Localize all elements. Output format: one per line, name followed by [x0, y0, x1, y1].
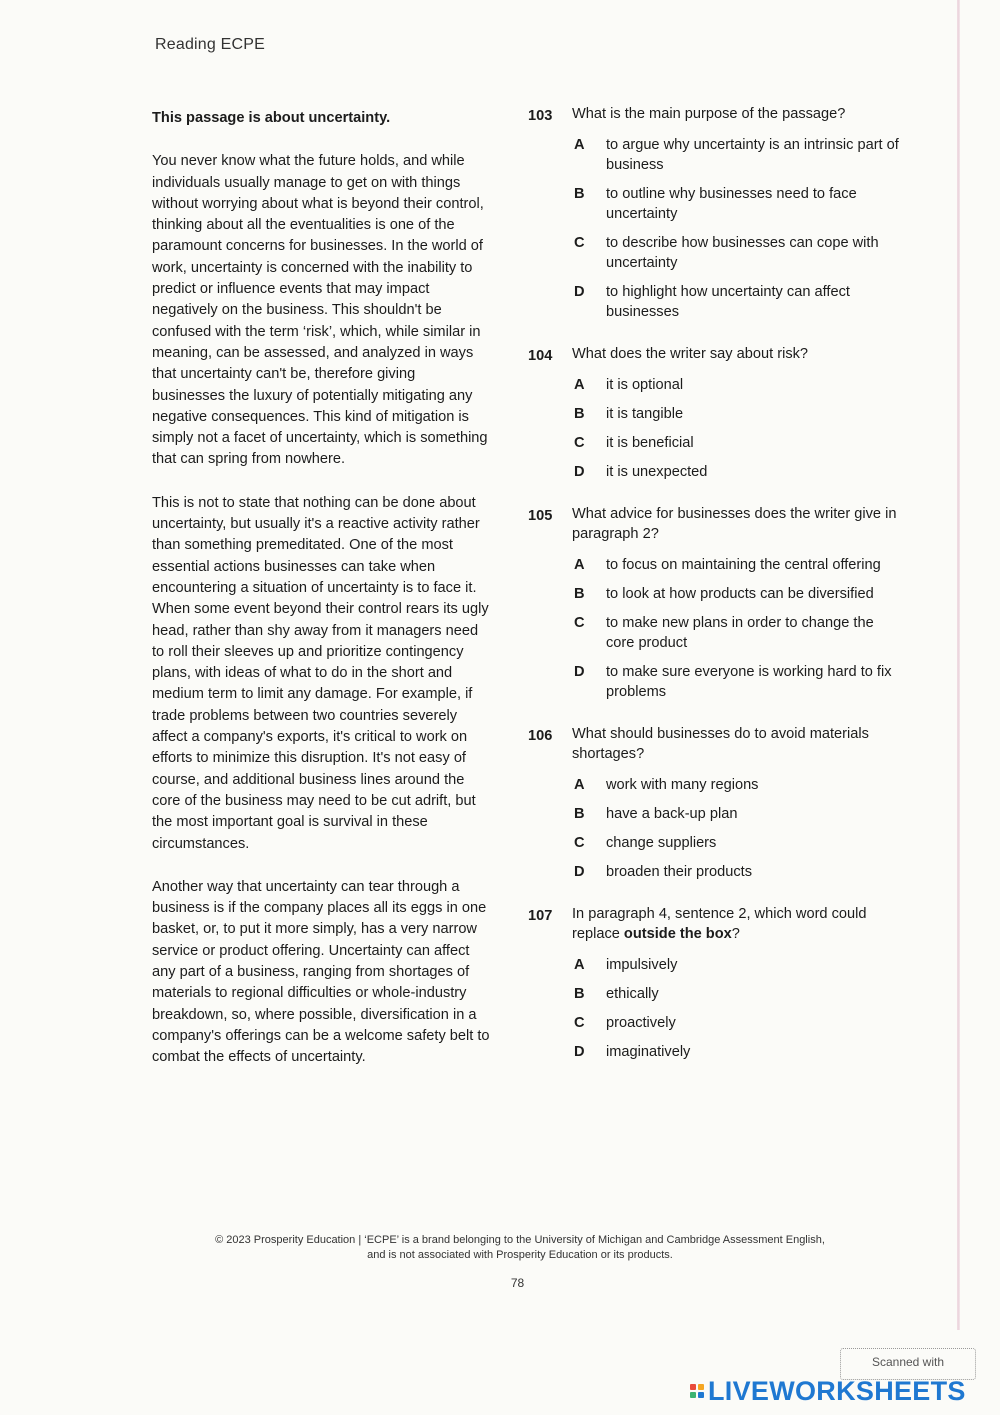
- question-stem: What should businesses do to avoid materials shortages?: [572, 726, 869, 762]
- question-list: [528, 104, 900, 1084]
- option-text: it is beneficial: [606, 435, 694, 451]
- option-letter: B: [574, 406, 585, 422]
- question-105: [528, 504, 900, 702]
- option-letter: C: [574, 1015, 585, 1031]
- question-stem: What is the main purpose of the passage?: [572, 106, 846, 122]
- answer-option[interactable]: [572, 984, 900, 1004]
- page-header: Reading ECPE: [155, 36, 266, 53]
- liveworksheets-logo-icon: [690, 1384, 704, 1398]
- answer-option[interactable]: [572, 955, 900, 975]
- option-letter: B: [574, 586, 585, 602]
- option-letter: A: [574, 557, 585, 573]
- question-number: 103: [528, 108, 553, 124]
- option-letter: D: [574, 1044, 585, 1060]
- option-letter: D: [574, 864, 585, 880]
- answer-option[interactable]: [572, 282, 900, 322]
- answer-option[interactable]: [572, 555, 900, 575]
- answer-option[interactable]: [572, 862, 900, 882]
- answer-option[interactable]: [572, 184, 900, 224]
- answer-option[interactable]: [572, 804, 900, 824]
- option-letter: C: [574, 835, 585, 851]
- passage-paragraph-3: Another way that uncertainty can tear through a business is if the company places all its eggs in one basket, or, to put it more simply, has a very narrow service or product offering. Uncertainty can affect any part of a business, ranging from shortages of materials to regional difficulties or whole-industry breakdown, so, where possible, diversification in a company's offerings can be a welcome safety belt to combat the effects of uncertainty.: [152, 878, 490, 1066]
- option-letter: B: [574, 186, 585, 202]
- option-text: broaden their products: [606, 864, 753, 880]
- answer-option[interactable]: [572, 775, 900, 795]
- copyright-footer: [140, 1233, 900, 1263]
- question-106: [528, 724, 900, 882]
- option-text: to make new plans in order to change the core product: [606, 615, 874, 651]
- option-letter: C: [574, 235, 585, 251]
- answer-option[interactable]: [572, 613, 900, 653]
- answer-option[interactable]: [572, 1013, 900, 1033]
- option-text: to look at how products can be diversified: [606, 586, 874, 602]
- answer-option[interactable]: [572, 433, 900, 453]
- question-104: [528, 344, 900, 482]
- option-text: it is unexpected: [606, 464, 708, 480]
- option-text: to focus on maintaining the central offering: [606, 557, 881, 573]
- logo-tile-blue: [698, 1392, 704, 1398]
- option-text: imaginatively: [606, 1044, 691, 1060]
- passage-title: This passage is about uncertainty.: [152, 110, 391, 126]
- option-letter: B: [574, 806, 585, 822]
- question-stem: [572, 904, 900, 944]
- option-letter: C: [574, 615, 585, 631]
- question-number: 104: [528, 348, 553, 364]
- scanned-with-badge: Scanned with: [840, 1348, 976, 1380]
- answer-option[interactable]: [572, 404, 900, 424]
- liveworksheets-wordmark: LIVEWORKSHEETS: [708, 1375, 966, 1406]
- logo-tile-green: [690, 1392, 696, 1398]
- option-text: ethically: [606, 986, 659, 1002]
- question-number: 106: [528, 728, 553, 744]
- option-text: change suppliers: [606, 835, 717, 851]
- option-text: it is optional: [606, 377, 684, 393]
- answer-option[interactable]: [572, 375, 900, 395]
- option-text: impulsively: [606, 957, 678, 973]
- logo-tile-orange: [698, 1384, 704, 1390]
- stem-suffix: ?: [731, 926, 740, 942]
- option-text: it is tangible: [606, 406, 684, 422]
- option-letter: D: [574, 664, 585, 680]
- question-stem: What does the writer say about risk?: [572, 346, 809, 362]
- question-number: 107: [528, 908, 553, 924]
- passage-paragraph-1: You never know what the future holds, and while individuals usually manage to get on with things without worrying about what is beyond their control, thinking about all the eventualities is one of the paramount concerns for businesses. In the world of work, uncertainty is concerned with the inability to predict or influence events that may impact negatively on the business. This shouldn't be confused with the term ‘risk’, which, while similar in meaning, can be assessed, and analyzed in ways that uncertainty can't be, therefore giving businesses the luxury of potentially mitigating any negative consequences. This kind of mitigation is simply not a facet of uncertainty, which is something that can spring from nowhere.: [152, 153, 488, 468]
- option-text: to make sure everyone is working hard to fix problems: [606, 664, 892, 700]
- option-text: to describe how businesses can cope with uncertainty: [606, 235, 879, 271]
- option-text: work with many regions: [606, 777, 759, 793]
- option-text: proactively: [606, 1015, 676, 1031]
- stem-emphasis: outside the box: [623, 926, 732, 942]
- copyright-line-2: and is not associated with Prosperity Education or its products.: [367, 1249, 673, 1261]
- answer-option[interactable]: [572, 584, 900, 604]
- question-stem: What advice for businesses does the writer give in paragraph 2?: [572, 506, 897, 542]
- logo-tile-red: [690, 1384, 696, 1390]
- question-103: [528, 104, 900, 322]
- question-number: 105: [528, 508, 553, 524]
- page-number: 78: [510, 1276, 525, 1290]
- answer-option[interactable]: [572, 462, 900, 482]
- option-text: to outline why businesses need to face uncertainty: [606, 186, 857, 222]
- option-letter: A: [574, 777, 585, 793]
- option-text: to argue why uncertainty is an intrinsic part of business: [606, 137, 899, 173]
- answer-option[interactable]: [572, 662, 900, 702]
- option-letter: D: [574, 464, 585, 480]
- option-letter: A: [574, 957, 585, 973]
- liveworksheets-watermark[interactable]: [690, 1376, 966, 1406]
- answer-option[interactable]: [572, 833, 900, 853]
- stem-prefix: In paragraph 4, sentence 2, which word could replace: [572, 906, 867, 942]
- answer-option[interactable]: [572, 233, 900, 273]
- option-text: have a back-up plan: [606, 806, 738, 822]
- question-107: [528, 904, 900, 1062]
- option-letter: C: [574, 435, 585, 451]
- answer-option[interactable]: [572, 1042, 900, 1062]
- option-letter: D: [574, 284, 585, 300]
- option-letter: B: [574, 986, 585, 1002]
- passage-paragraph-2: This is not to state that nothing can be done about uncertainty, but usually it's a reactive activity rather than something premeditated. One of the most essential actions businesses can take when encountering a situation of uncertainty is to face it. When some event beyond their control rears its ugly head, rather than shy away from it managers need to roll their sleeves up and prioritize contingency plans, with ideas of what to do in the short and medium term to limit any damage. For example, if trade problems between two countries severely affect a company's exports, it's critical to work on efforts to minimize this disruption. It's not easy of course, and additional business lines around the core of the business may need to be cut adrift, but the most important goal is survival in these circumstances.: [152, 494, 489, 852]
- page-edge-stripe: [957, 0, 960, 1330]
- option-letter: A: [574, 377, 585, 393]
- option-text: to highlight how uncertainty can affect businesses: [606, 284, 850, 320]
- copyright-line-1: © 2023 Prosperity Education | ‘ECPE’ is a brand belonging to the University of Michigan and Cambridge Assessment English,: [215, 1234, 825, 1246]
- answer-option[interactable]: [572, 135, 900, 175]
- reading-passage: [152, 108, 492, 1090]
- option-letter: A: [574, 137, 585, 153]
